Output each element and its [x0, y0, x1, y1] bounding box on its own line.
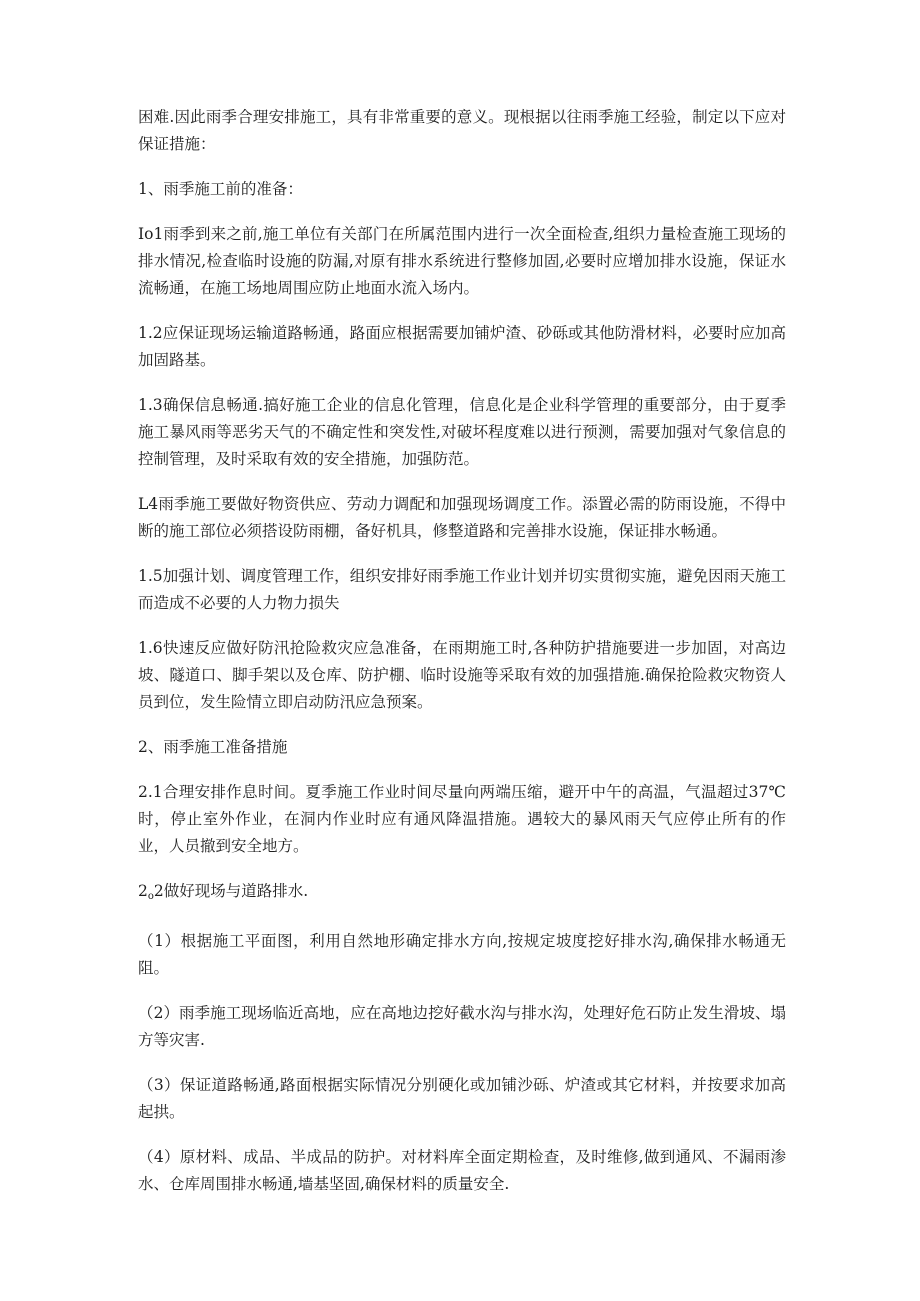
paragraph-1-6: 1.6快速反应做好防汛抢险救灾应急准备，在雨期施工时,各种防护措施要进一步加固，对高边坡、隧道口、脚手架以及仓库、防护棚、临时设施等采取有效的加强措施.确保抢险救灾物资人员到位，发生险情立即启动防汛应急预案。	[138, 639, 786, 711]
list-item-2: （2）雨季施工现场临近高地，应在高地边挖好截水沟与排水沟，处理好危石防止发生滑坡、塌方等灾害.	[138, 1004, 786, 1049]
list-item-3: （3）保证道路畅通,路面根据实际情况分别硬化或加铺沙砾、炉渣或其它材料，并按要求加高起拱。	[138, 1076, 786, 1121]
list-item-1: （1）根据施工平面图，利用自然地形确定排水方向,按规定坡度挖好排水沟,确保排水畅通无阻。	[138, 932, 786, 977]
document-page	[138, 104, 786, 1216]
paragraph-2-2-subscript: o	[147, 891, 154, 902]
section-2-heading: 2、雨季施工准备措施	[138, 738, 288, 756]
paragraph-2-2	[138, 878, 786, 910]
paragraph-1-4: L4雨季施工要做好物资供应、劳动力调配和加强现场调度工作。添置必需的防雨设施，不得中断的施工部位必须搭设防雨棚，备好机具，修整道路和完善排水设施，保证排水畅通。	[138, 495, 786, 540]
paragraph-1-2: 1.2应保证现场运输道路畅通，路面应根据需要加铺炉渣、砂砾或其他防滑材料，必要时应加高加固路基。	[138, 324, 786, 369]
paragraph-1-3: 1.3确保信息畅通.搞好施工企业的信息化管理，信息化是企业科学管理的重要部分，由于夏季施工暴风雨等恶劣天气的不确定性和突发性,对破坏程度难以进行预测，需要加强对气象信息的控制管理，及时采取有效的安全措施，加强防范。	[138, 396, 786, 468]
list-item-4: （4）原材料、成品、半成品的防护。对材料库全面定期检查，及时维修,做到通风、不漏雨渗水、仓库周围排水畅通,墙基坚固,确保材料的质量安全.	[138, 1148, 786, 1193]
paragraph-2-2-prefix: 2	[138, 882, 148, 900]
paragraph-2-1: 2.1合理安排作息时间。夏季施工作业时间尽量向两端压缩，避开中午的高温，气温超过37℃时，停止室外作业，在洞内作业时应有通风降温措施。遇较大的暴风雨天气应停止所有的作业，人员撤到安全地方。	[138, 783, 786, 855]
paragraph-1-1: Io1雨季到来之前,施工单位有关部门在所属范围内进行一次全面检查,组织力量检查施工现场的排水情况,检查临时设施的防漏,对原有排水系统进行整修加固,必要时应增加排水设施，保证水流畅通，在施工场地周围应防止地面水流入场内。	[138, 225, 786, 297]
paragraph-1-5: 1.5加强计划、调度管理工作，组织安排好雨季施工作业计划并切实贯彻实施，避免因雨天施工而造成不必要的人力物力损失	[138, 567, 786, 612]
paragraph-2-2-text: 2做好现场与道路排水.	[153, 882, 309, 900]
intro-paragraph: 困难.因此雨季合理安排施工，具有非常重要的意义。现根据以往雨季施工经验，制定以下应对保证措施：	[138, 108, 786, 153]
section-1-heading: 1、雨季施工前的准备：	[138, 180, 303, 198]
